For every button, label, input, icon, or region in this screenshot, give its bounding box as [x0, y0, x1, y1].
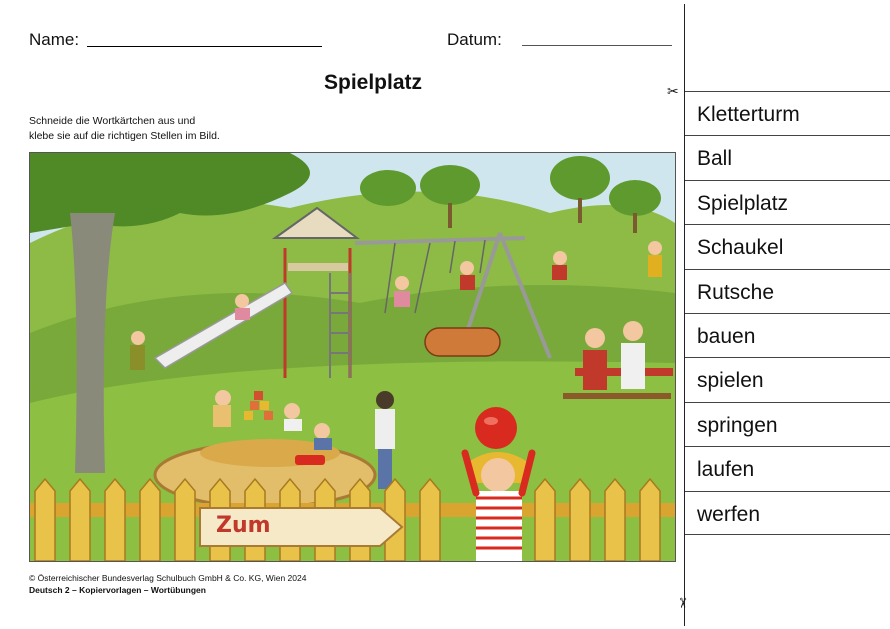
word-card[interactable]: werfen	[685, 491, 890, 535]
word-card-list	[685, 91, 890, 535]
instruction-line-2: klebe sie auf die richtigen Stellen im Bild.	[29, 130, 220, 142]
word-card[interactable]: Spielplatz	[685, 180, 890, 224]
word-card[interactable]: springen	[685, 402, 890, 446]
scissors-icon: ✂	[667, 83, 679, 99]
word-card[interactable]: spielen	[685, 357, 890, 401]
playground-drawing	[30, 153, 675, 561]
word-card[interactable]: Schaukel	[685, 224, 890, 268]
date-line[interactable]	[522, 45, 672, 46]
date-label: Datum:	[447, 30, 502, 49]
playground-illustration	[29, 152, 676, 562]
word-card[interactable]: Ball	[685, 135, 890, 179]
series-text: Deutsch 2 – Kopiervorlagen – Wortübungen	[29, 585, 206, 595]
sign-text: Zum	[216, 513, 271, 538]
scissors-icon: ✂	[674, 597, 691, 609]
word-card[interactable]: Kletterturm	[685, 91, 890, 135]
instruction-line-1: Schneide die Wortkärtchen aus und	[29, 115, 196, 127]
word-card[interactable]: laufen	[685, 446, 890, 490]
word-card[interactable]: Rutsche	[685, 269, 890, 313]
word-card[interactable]: bauen	[685, 313, 890, 357]
red-ball	[475, 407, 517, 449]
name-label: Name:	[29, 30, 80, 49]
name-line[interactable]	[87, 46, 322, 47]
instructions	[29, 114, 220, 144]
page-title: Spielplatz	[323, 71, 423, 94]
copyright-text: © Österreichischer Bundesverlag Schulbuch GmbH & Co. KG, Wien 2024	[29, 573, 307, 583]
